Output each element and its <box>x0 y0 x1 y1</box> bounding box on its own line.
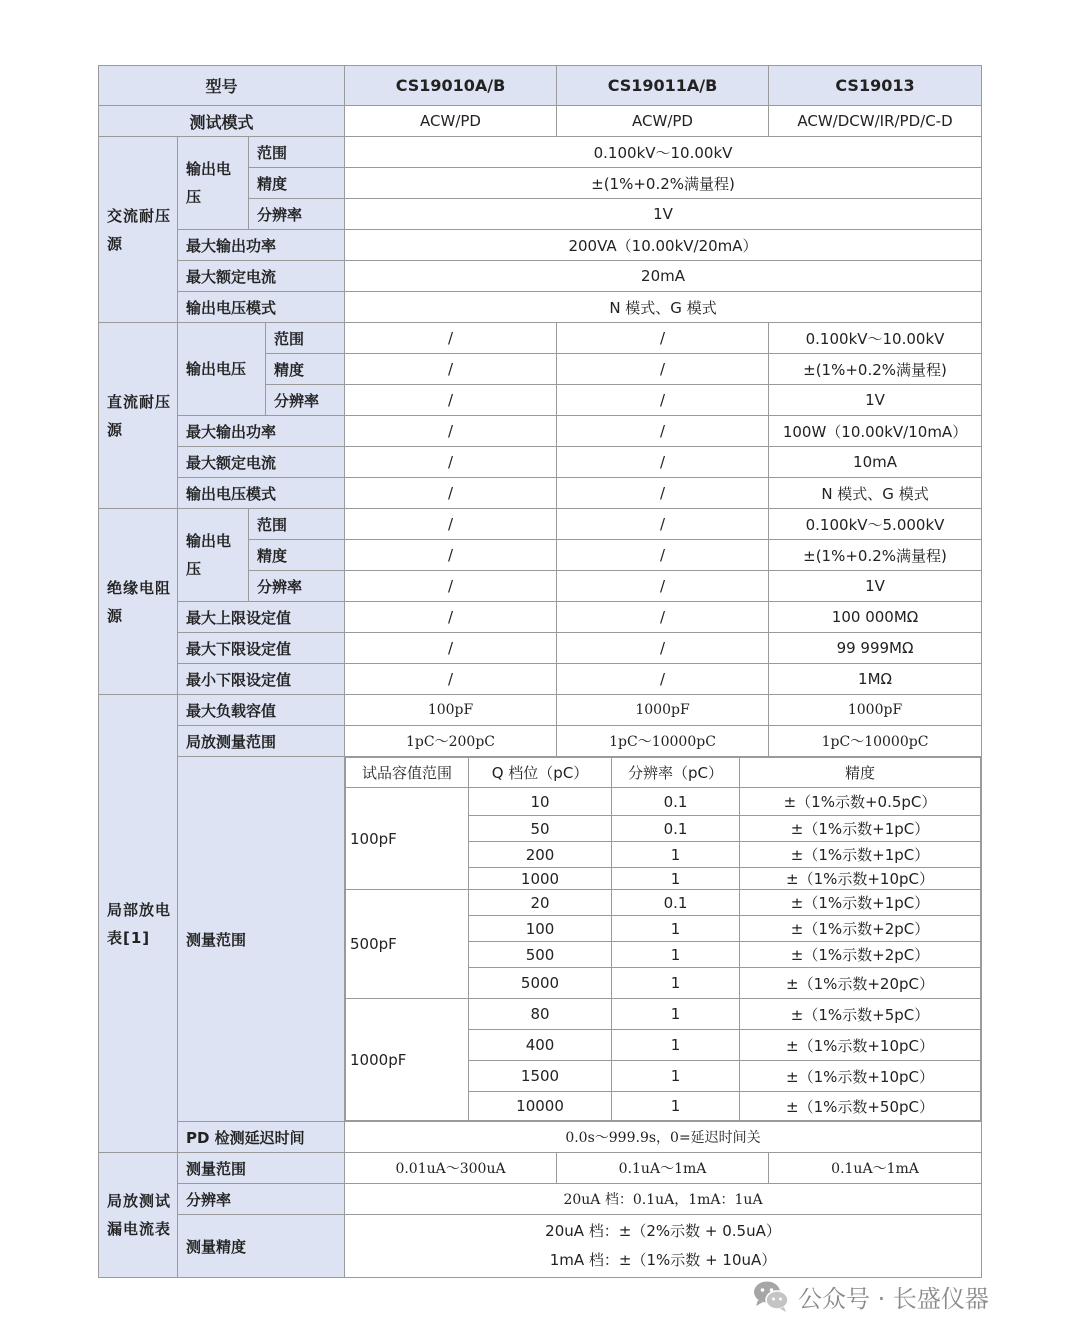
leak-resolution-row <box>99 1184 982 1215</box>
pd-q: 10 <box>469 788 612 816</box>
wechat-icon <box>752 1279 790 1313</box>
pd-res: 1 <box>612 1061 740 1092</box>
pd-q: 400 <box>469 1030 612 1061</box>
ac-resolution-label: 分辨率 <box>249 199 345 230</box>
table-row <box>346 999 981 1030</box>
ir-range-label: 范围 <box>249 509 345 540</box>
pd-delay: 0.0s～999.9s，0=延迟时间关 <box>345 1122 982 1153</box>
dc-current: 10mA <box>769 447 982 478</box>
ir-max-lower: 99 999MΩ <box>769 633 982 664</box>
pd-section-title: 局部放电表[1] <box>99 695 178 1153</box>
leak-resolution: 20uA 档：0.1uA，1mA：1uA <box>345 1184 982 1215</box>
ir-max-upper-row <box>99 602 982 633</box>
pd-acc: ±（1%示数+1pC） <box>740 842 981 868</box>
ir-na: / <box>345 664 557 695</box>
pd-col-acc: 精度 <box>740 758 981 788</box>
ac-resolution: 1V <box>345 199 982 230</box>
dc-resolution-label: 分辨率 <box>266 385 345 416</box>
pd-acc: ±（1%示数+10pC） <box>740 1061 981 1092</box>
ir-output-voltage: 输出电压 <box>178 509 249 602</box>
pd-q: 5000 <box>469 968 612 999</box>
pd-delay-label: PD 检测延迟时间 <box>178 1122 345 1153</box>
ir-min-lower-label: 最小下限设定值 <box>178 664 345 695</box>
dc-na: / <box>345 323 557 354</box>
leak-range-row <box>99 1153 982 1184</box>
dc-na: / <box>557 354 769 385</box>
pd-acc: ±（1%示数+0.5pC） <box>740 788 981 816</box>
dc-current-label: 最大额定电流 <box>178 447 345 478</box>
dc-mode: N 模式、G 模式 <box>769 478 982 509</box>
pd-res: 0.1 <box>612 788 740 816</box>
dc-na: / <box>557 447 769 478</box>
header-model: 型号 <box>99 66 345 106</box>
pd-cap: 100pF <box>346 788 469 890</box>
pd-col-q: Q 档位（pC） <box>469 758 612 788</box>
pd-res: 0.1 <box>612 890 740 916</box>
pd-meas-range-1: 1pC～200pC <box>345 726 557 757</box>
pd-res: 1 <box>612 842 740 868</box>
pd-acc: ±（1%示数+10pC） <box>740 1030 981 1061</box>
pd-max-load-1: 100pF <box>345 695 557 726</box>
watermark <box>752 1276 989 1316</box>
pd-q: 50 <box>469 816 612 842</box>
ir-na: / <box>557 633 769 664</box>
ir-na: / <box>345 540 557 571</box>
dc-na: / <box>345 416 557 447</box>
pd-res: 1 <box>612 916 740 942</box>
dc-accuracy-label: 精度 <box>266 354 345 385</box>
pd-cap: 500pF <box>346 890 469 999</box>
dc-section-title: 直流耐压源 <box>99 323 178 509</box>
ac-output-voltage: 输出电压 <box>178 137 249 230</box>
dc-na: / <box>345 385 557 416</box>
dc-na: / <box>345 354 557 385</box>
pd-q: 500 <box>469 942 612 968</box>
test-mode-row <box>99 106 982 137</box>
ir-na: / <box>345 509 557 540</box>
ac-current-label: 最大额定电流 <box>178 261 345 292</box>
pd-meas-range-label: 局放测量范围 <box>178 726 345 757</box>
test-mode-3: ACW/DCW/IR/PD/C-D <box>769 106 982 137</box>
pd-col-res: 分辨率（pC） <box>612 758 740 788</box>
dc-output-voltage: 输出电压 <box>178 323 266 416</box>
pd-res: 1 <box>612 1030 740 1061</box>
pd-acc: ±（1%示数+1pC） <box>740 890 981 916</box>
ir-min-lower-row <box>99 664 982 695</box>
header-model-1: CS19010A/B <box>345 66 557 106</box>
pd-max-load-row <box>99 695 982 726</box>
ac-mode-label: 输出电压模式 <box>178 292 345 323</box>
pd-res: 0.1 <box>612 816 740 842</box>
pd-acc: ±（1%示数+2pC） <box>740 916 981 942</box>
pd-acc: ±（1%示数+2pC） <box>740 942 981 968</box>
ir-na: / <box>345 571 557 602</box>
ir-min-lower: 1MΩ <box>769 664 982 695</box>
pd-meas-range-3: 1pC～10000pC <box>769 726 982 757</box>
ir-max-lower-row <box>99 633 982 664</box>
ir-accuracy: ±(1%+0.2%满量程) <box>769 540 982 571</box>
dc-na: / <box>345 478 557 509</box>
dc-power-row <box>99 416 982 447</box>
pd-acc: ±（1%示数+1pC） <box>740 816 981 842</box>
ac-power-row <box>99 230 982 261</box>
pd-meas-range-2: 1pC～10000pC <box>557 726 769 757</box>
pd-res: 1 <box>612 1092 740 1121</box>
ac-accuracy-label: 精度 <box>249 168 345 199</box>
ac-range: 0.100kV～10.00kV <box>345 137 982 168</box>
ir-na: / <box>557 571 769 602</box>
ir-na: / <box>557 664 769 695</box>
pd-col-cap: 试品容值范围 <box>346 758 469 788</box>
ir-range-row <box>99 509 982 540</box>
ir-accuracy-label: 精度 <box>249 540 345 571</box>
ac-range-row <box>99 137 982 168</box>
header-row <box>99 66 982 106</box>
pd-res: 1 <box>612 968 740 999</box>
table-row <box>346 890 981 916</box>
dc-power: 100W（10.00kV/10mA） <box>769 416 982 447</box>
ir-section-title: 绝缘电阻源 <box>99 509 178 695</box>
dc-na: / <box>557 385 769 416</box>
pd-res: 1 <box>612 942 740 968</box>
pd-res: 1 <box>612 868 740 890</box>
leak-range-3: 0.1uA～1mA <box>769 1153 982 1184</box>
pd-q: 100 <box>469 916 612 942</box>
ir-na: / <box>557 540 769 571</box>
ac-current: 20mA <box>345 261 982 292</box>
ac-mode: N 模式、G 模式 <box>345 292 982 323</box>
ir-max-upper-label: 最大上限设定值 <box>178 602 345 633</box>
dc-power-label: 最大输出功率 <box>178 416 345 447</box>
pd-q: 10000 <box>469 1092 612 1121</box>
dc-mode-label: 输出电压模式 <box>178 478 345 509</box>
test-mode-2: ACW/PD <box>557 106 769 137</box>
dc-current-row <box>99 447 982 478</box>
ac-range-label: 范围 <box>249 137 345 168</box>
pd-max-load-label: 最大负载容值 <box>178 695 345 726</box>
ir-max-upper: 100 000MΩ <box>769 602 982 633</box>
spec-table <box>98 65 982 1278</box>
pd-range-row <box>99 757 982 1122</box>
pd-range-label: 测量范围 <box>178 757 345 1122</box>
pd-q: 200 <box>469 842 612 868</box>
dc-range: 0.100kV～10.00kV <box>769 323 982 354</box>
dc-na: / <box>345 447 557 478</box>
ac-accuracy: ±(1%+0.2%满量程) <box>345 168 982 199</box>
ir-resolution-label: 分辨率 <box>249 571 345 602</box>
dc-accuracy: ±(1%+0.2%满量程) <box>769 354 982 385</box>
leak-accuracy <box>345 1215 982 1278</box>
pd-range-table <box>345 757 981 1121</box>
watermark-text: 公众号 · 长盛仪器 <box>798 1284 989 1313</box>
dc-na: / <box>557 323 769 354</box>
header-model-2: CS19011A/B <box>557 66 769 106</box>
leak-range-label: 测量范围 <box>178 1153 345 1184</box>
leak-accuracy-line-1: 20uA 档：±（2%示数 + 0.5uA） <box>545 1222 781 1240</box>
pd-range-header-row <box>346 758 981 788</box>
ac-current-row <box>99 261 982 292</box>
leak-accuracy-line-2: 1mA 档：±（1%示数 + 10uA） <box>549 1251 777 1269</box>
dc-resolution: 1V <box>769 385 982 416</box>
leak-resolution-label: 分辨率 <box>178 1184 345 1215</box>
leak-accuracy-row <box>99 1215 982 1278</box>
dc-range-label: 范围 <box>266 323 345 354</box>
pd-acc: ±（1%示数+5pC） <box>740 999 981 1030</box>
ir-resolution: 1V <box>769 571 982 602</box>
pd-q: 1500 <box>469 1061 612 1092</box>
pd-delay-row <box>99 1122 982 1153</box>
header-model-3: CS19013 <box>769 66 982 106</box>
pd-q: 20 <box>469 890 612 916</box>
ac-power: 200VA（10.00kV/20mA） <box>345 230 982 261</box>
pd-max-load-2: 1000pF <box>557 695 769 726</box>
pd-acc: ±（1%示数+50pC） <box>740 1092 981 1121</box>
ir-na: / <box>345 602 557 633</box>
ac-power-label: 最大输出功率 <box>178 230 345 261</box>
pd-q: 80 <box>469 999 612 1030</box>
leak-range-1: 0.01uA～300uA <box>345 1153 557 1184</box>
dc-range-row <box>99 323 982 354</box>
test-mode-1: ACW/PD <box>345 106 557 137</box>
pd-range-table-cell <box>345 757 982 1122</box>
ir-na: / <box>557 509 769 540</box>
pd-acc: ±（1%示数+10pC） <box>740 868 981 890</box>
dc-na: / <box>557 478 769 509</box>
ac-mode-row <box>99 292 982 323</box>
table-row <box>346 788 981 816</box>
pd-res: 1 <box>612 999 740 1030</box>
leak-section-title: 局放测试漏电流表 <box>99 1153 178 1278</box>
pd-q: 1000 <box>469 868 612 890</box>
leak-accuracy-label: 测量精度 <box>178 1215 345 1278</box>
ir-max-lower-label: 最大下限设定值 <box>178 633 345 664</box>
ir-na: / <box>345 633 557 664</box>
ir-na: / <box>557 602 769 633</box>
dc-mode-row <box>99 478 982 509</box>
leak-range-2: 0.1uA～1mA <box>557 1153 769 1184</box>
pd-meas-range-row <box>99 726 982 757</box>
pd-cap: 1000pF <box>346 999 469 1121</box>
ac-section-title: 交流耐压源 <box>99 137 178 323</box>
dc-na: / <box>557 416 769 447</box>
ir-range: 0.100kV～5.000kV <box>769 509 982 540</box>
pd-acc: ±（1%示数+20pC） <box>740 968 981 999</box>
pd-max-load-3: 1000pF <box>769 695 982 726</box>
test-mode-label: 测试模式 <box>99 106 345 137</box>
